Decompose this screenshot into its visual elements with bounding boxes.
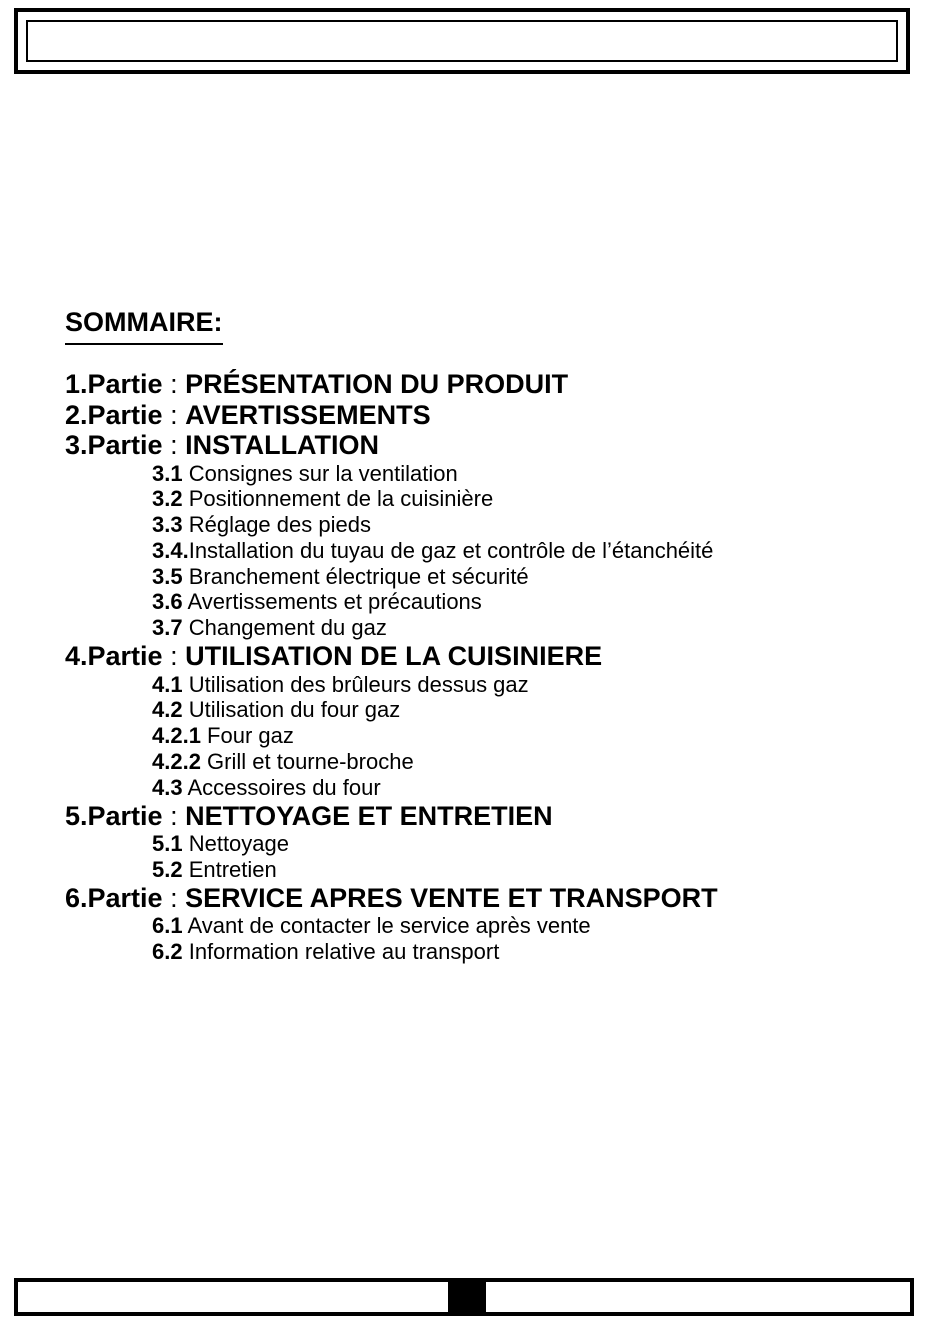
subsection-number: 3.2 — [152, 486, 183, 512]
toc-subsection — [65, 512, 925, 538]
page-number-block — [448, 1280, 486, 1314]
toc-subsection — [65, 461, 925, 487]
toc-subsection — [65, 589, 925, 615]
subsection-number: 6.2 — [152, 938, 183, 964]
subsection-text: Avant de contacter le service après vente — [182, 913, 591, 939]
toc-subsection — [65, 749, 925, 775]
toc-part — [65, 400, 925, 431]
subsection-text: Positionnement de la cuisinière — [182, 486, 494, 512]
toc-subsection — [65, 538, 925, 564]
subsection-number: 6.1 — [152, 913, 183, 939]
subsection-number: 4.1 — [152, 671, 183, 697]
toc-parts — [65, 369, 925, 965]
subsection-text: Accessoires du four — [182, 774, 381, 800]
toc-title: SOMMAIRE: — [65, 306, 223, 345]
subsection-number: 3.1 — [152, 460, 183, 486]
subsection-number: 3.5 — [152, 563, 183, 589]
part-separator: : — [162, 800, 186, 831]
toc-subsection — [65, 564, 925, 590]
toc-part — [65, 883, 925, 914]
toc-subsection — [65, 672, 925, 698]
part-title: INSTALLATION — [185, 430, 380, 460]
subsection-text: Changement du gaz — [182, 615, 387, 641]
subsection-number: 5.2 — [152, 856, 183, 882]
part-separator: : — [162, 430, 186, 460]
toc-part — [65, 801, 925, 832]
subsection-text: Branchement électrique et sécurité — [182, 563, 529, 589]
part-separator: : — [162, 641, 186, 672]
toc-part — [65, 369, 925, 400]
subsection-text: Nettoyage — [182, 831, 289, 857]
part-title: UTILISATION DE LA CUISINIERE — [185, 641, 603, 672]
table-of-contents — [65, 306, 925, 965]
part-title: SERVICE APRES VENTE ET TRANSPORT — [185, 882, 718, 913]
subsection-text: Installation du tuyau de gaz et contrôle de l’étanchéité — [188, 537, 714, 563]
subsection-text: Réglage des pieds — [182, 512, 371, 538]
toc-subsection — [65, 723, 925, 749]
toc-part — [65, 430, 925, 461]
toc-subsection — [65, 831, 925, 857]
toc-subsection — [65, 775, 925, 801]
subsection-number: 3.4. — [152, 537, 189, 563]
toc-subsection — [65, 913, 925, 939]
toc-subsection — [65, 857, 925, 883]
footer-frame — [14, 1278, 914, 1316]
toc-subsection — [65, 939, 925, 965]
header-inner-box — [26, 20, 898, 62]
part-separator: : — [162, 882, 186, 913]
subsection-number: 4.2.1 — [152, 723, 201, 749]
part-title: AVERTISSEMENTS — [185, 399, 431, 430]
toc-subsection — [65, 615, 925, 641]
part-number: 6.Partie — [65, 882, 163, 913]
part-number: 1.Partie — [65, 369, 163, 399]
subsection-text: Utilisation du four gaz — [182, 697, 401, 723]
part-title: PRÉSENTATION DU PRODUIT — [185, 369, 569, 399]
toc-subsection — [65, 486, 925, 512]
part-number: 3.Partie — [65, 430, 163, 460]
subsection-number: 4.2 — [152, 697, 183, 723]
subsection-number: 3.7 — [152, 615, 183, 641]
toc-subsection — [65, 697, 925, 723]
subsection-text: Consignes sur la ventilation — [182, 460, 458, 486]
subsection-number: 4.3 — [152, 774, 183, 800]
part-number: 2.Partie — [65, 399, 163, 430]
subsection-text: Entretien — [182, 856, 277, 882]
toc-part — [65, 641, 925, 672]
subsection-number: 5.1 — [152, 831, 183, 857]
header-frame — [14, 8, 910, 74]
part-separator: : — [162, 399, 186, 430]
subsection-text: Four gaz — [200, 723, 294, 749]
subsection-text: Avertissements et précautions — [182, 589, 482, 615]
part-number: 5.Partie — [65, 800, 163, 831]
part-separator: : — [162, 369, 186, 399]
subsection-text: Information relative au transport — [182, 938, 500, 964]
subsection-text: Utilisation des brûleurs dessus gaz — [182, 671, 529, 697]
subsection-number: 3.6 — [152, 589, 183, 615]
subsection-number: 4.2.2 — [152, 748, 201, 774]
subsection-number: 3.3 — [152, 512, 183, 538]
part-title: NETTOYAGE ET ENTRETIEN — [185, 800, 553, 831]
subsection-text: Grill et tourne-broche — [200, 748, 414, 774]
part-number: 4.Partie — [65, 641, 163, 672]
